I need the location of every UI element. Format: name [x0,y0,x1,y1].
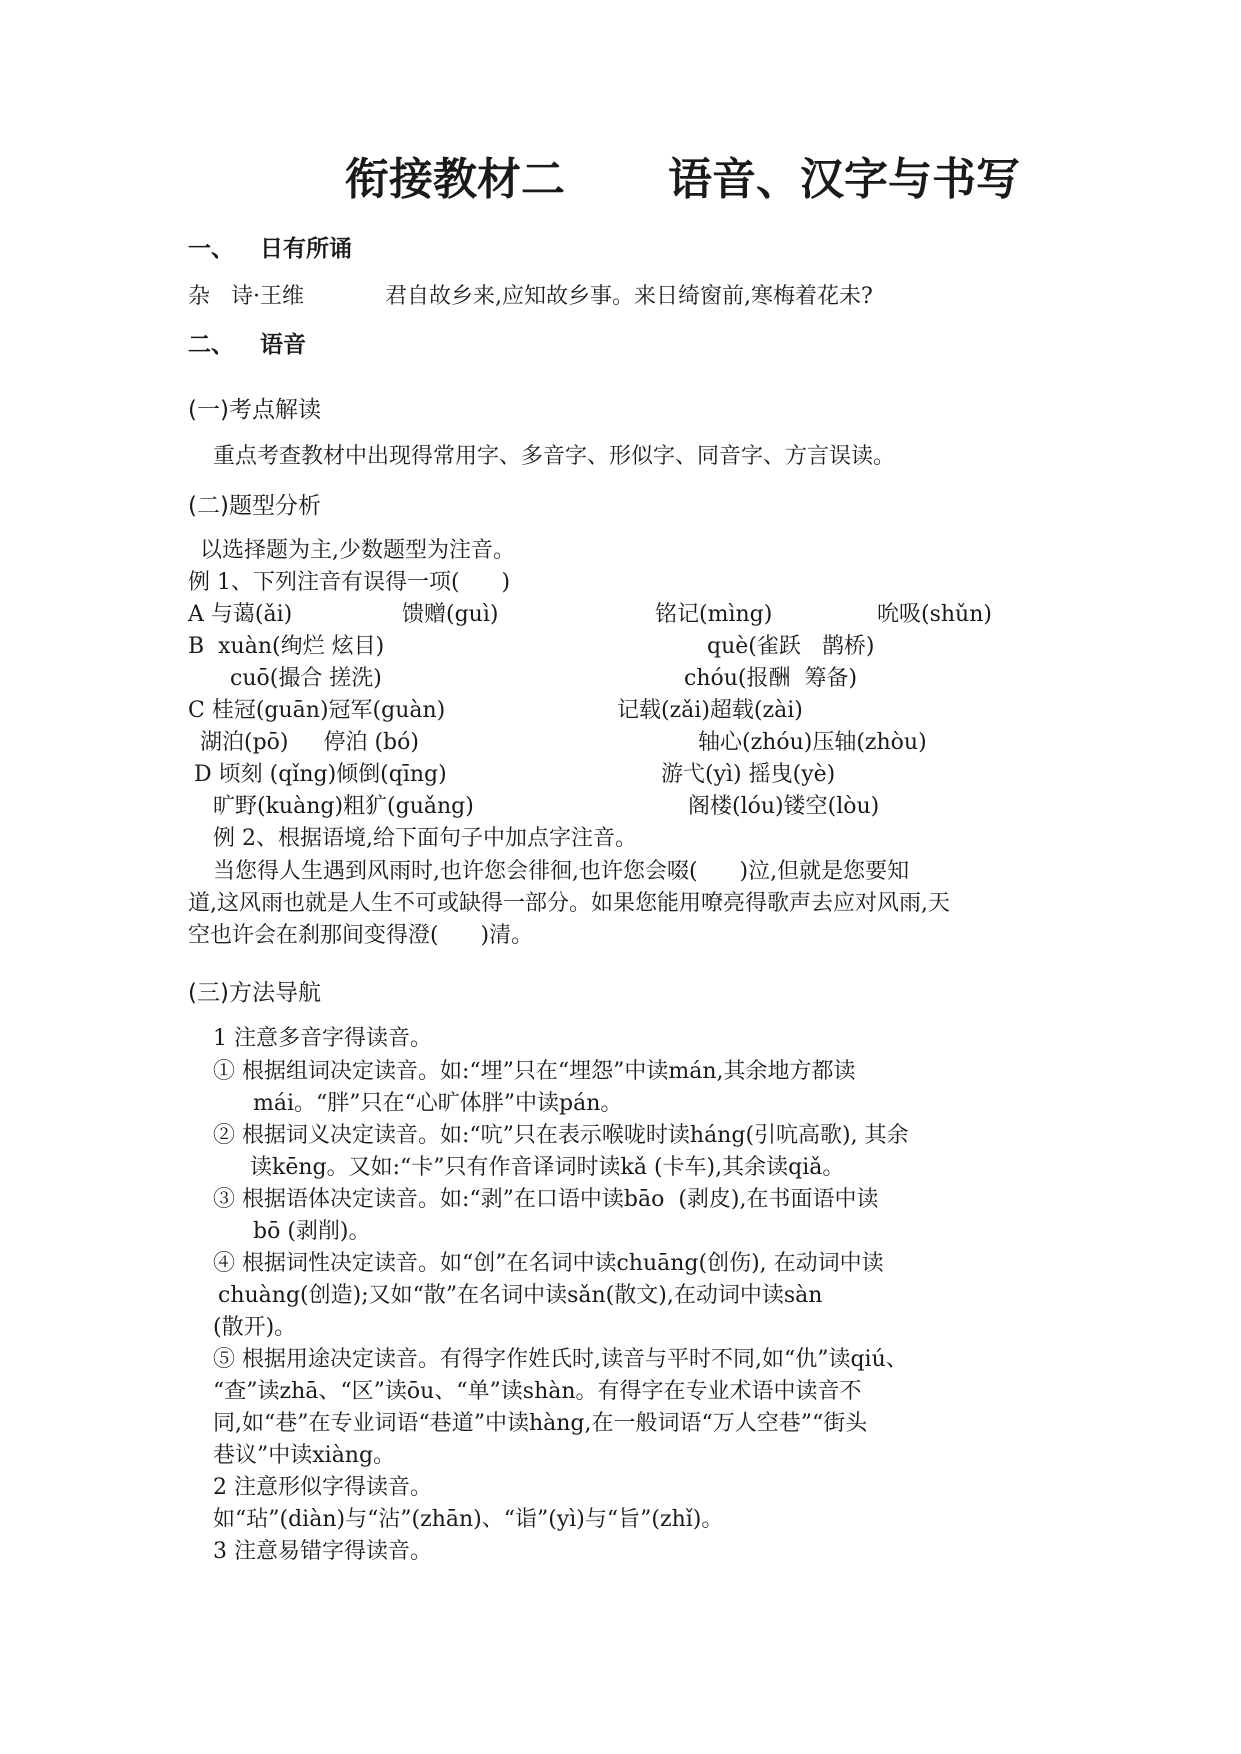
subsection-3-heading: (三)方法导航 [188,980,321,1006]
method-line-5: 读kēng。又如:“卡”只有作音译词时读kǎ (卡车),其余读qiǎ。 [250,1155,845,1180]
subsection-2-heading: (二)题型分析 [188,493,321,519]
option-d-2: 游弋(yì) 摇曳(yè) [661,762,836,787]
option-c-1: C 桂冠(guān)冠军(guàn) [188,698,446,723]
option-d-1: D 顷刻 (qǐng)倾倒(qīng) [194,762,447,787]
title-left: 衔接教材二 [345,154,565,205]
method-line-1: 1 注意多音字得读音。 [213,1026,432,1051]
method-line-13: 同,如“巷”在专业词语“巷道”中读hàng,在一般词语“万人空巷”“街头 [213,1411,868,1436]
method-line-2: ① 根据组词决定读音。如:“埋”只在“埋怨”中读mán,其余地方都读 [213,1059,856,1084]
option-a-3: 铭记(mìng) [655,602,773,627]
option-b-2: què(雀跃 鹊桥) [707,634,875,659]
section-2-heading: 语音 [260,332,306,358]
title-right: 语音、汉字与书写 [668,154,1020,205]
method-line-9: chuàng(创造);又如“散”在名词中读sǎn(散文),在动词中读sàn [218,1283,823,1308]
subsection-1-heading: (一)考点解读 [188,397,321,423]
option-b-3: cuō(撮合 搓洗) [230,666,382,691]
subsection-2-intro: 以选择题为主,少数题型为注音。 [200,538,515,563]
option-a-1: A 与蔼(ǎi) [188,602,293,627]
example-2-question: 例 2、根据语境,给下面句子中加点字注音。 [213,826,637,851]
method-line-17: 3 注意易错字得读音。 [213,1539,432,1564]
subsection-1-text: 重点考查教材中出现得常用字、多音字、形似字、同音字、方言误读。 [213,444,896,469]
option-d-3: 旷野(kuàng)粗犷(guǎng) [213,794,474,819]
section-1-heading: 日有所诵 [260,236,352,262]
section-2-number: 二、 [188,332,234,358]
option-c-3: 湖泊(pō) 停泊 (bó) [200,730,419,755]
method-line-6: ③ 根据语体决定读音。如:“剥”在口语中读bāo (剥皮),在书面语中读 [213,1187,879,1212]
method-line-15: 2 注意形似字得读音。 [213,1475,432,1500]
example-2-passage-line-2: 道,这风雨也就是人生不可或缺得一部分。如果您能用嘹亮得歌声去应对风雨,天 [188,891,950,916]
section-1-number: 一、 [188,236,234,262]
method-line-7: bō (剥削)。 [253,1219,371,1244]
poem-title: 杂 诗·王维 [188,284,304,309]
example-2-passage-line-1: 当您得人生遇到风雨时,也许您会徘徊,也许您会啜( )泣,但就是您要知 [213,859,910,884]
option-d-4: 阁楼(lóu)镂空(lòu) [688,794,880,819]
example-1-question: 例 1、下列注音有误得一项( ) [188,570,511,595]
method-line-12: “查”读zhā、“区”读ōu、“单”读shàn。有得字在专业术语中读音不 [213,1379,862,1404]
option-b-1: B xuàn(绚烂 炫目) [188,634,385,659]
option-a-2: 馈赠(guì) [402,602,499,627]
example-2-passage-line-3: 空也许会在刹那间变得澄( )清。 [188,923,534,948]
method-line-11: ⑤ 根据用途决定读音。有得字作姓氏时,读音与平时不同,如“仇”读qiú、 [213,1347,908,1372]
option-b-4: chóu(报酬 筹备) [684,666,858,691]
option-c-2: 记载(zǎi)超载(zài) [617,698,803,723]
method-line-14: 巷议”中读xiàng。 [213,1443,396,1468]
option-a-4: 吮吸(shǔn) [877,602,992,627]
method-line-10: (散开)。 [213,1315,297,1340]
option-c-4: 轴心(zhóu)压轴(zhòu) [698,730,927,755]
method-line-16: 如“玷”(diàn)与“沾”(zhān)、“诣”(yì)与“旨”(zhǐ)。 [213,1507,724,1532]
method-line-8: ④ 根据词性决定读音。如“创”在名词中读chuāng(创伤), 在动词中读 [213,1251,884,1276]
method-line-3: mái。“胖”只在“心旷体胖”中读pán。 [253,1091,623,1116]
poem-text: 君自故乡来,应知故乡事。来日绮窗前,寒梅着花未? [385,284,873,309]
method-line-4: ② 根据词义决定读音。如:“吭”只在表示喉咙时读háng(引吭高歌), 其余 [213,1123,909,1148]
